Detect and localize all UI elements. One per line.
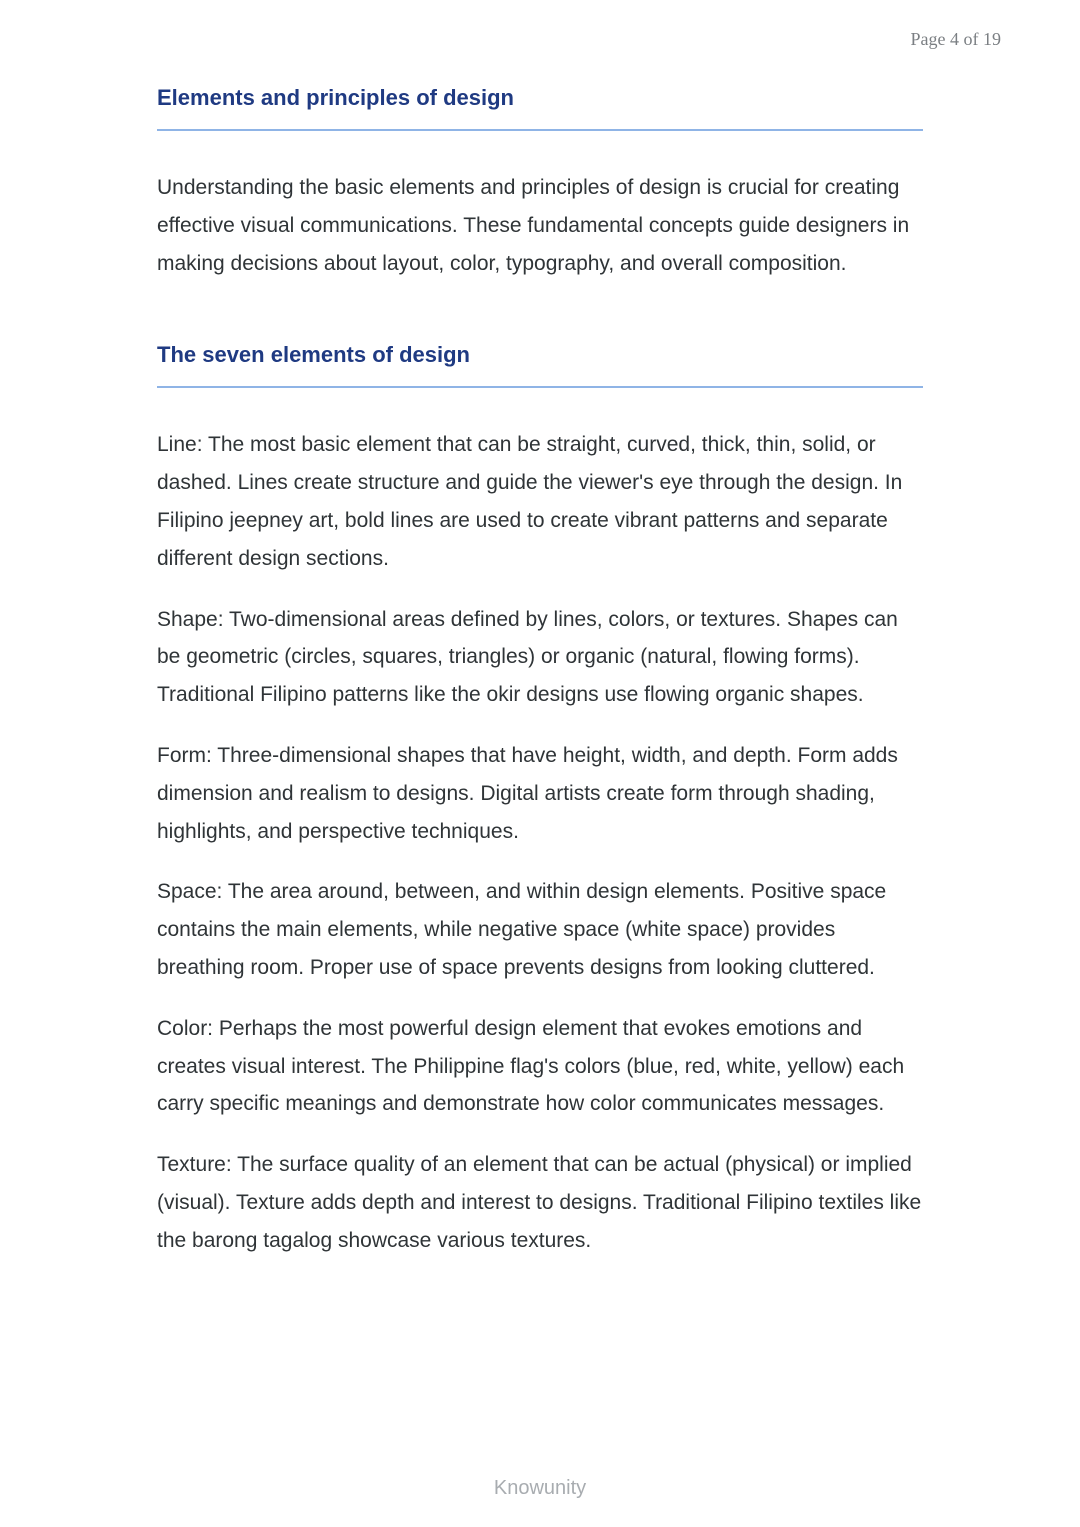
intro-paragraph: Understanding the basic elements and principles of design is crucial for creating effective visual communications. These fundamental concepts guide designers in making decisions about layout, color, typography, and overall composition.	[157, 176, 910, 275]
document-body	[157, 80, 923, 1260]
element-line-paragraph: Line: The most basic element that can be straight, curved, thick, thin, solid, or dashed. Lines create structure and guide the viewer's eye through the design. In Filipino jeepney art, bold lines are used to create vibrant patterns and separate different design sections.	[157, 433, 903, 570]
footer-brand: Knowunity	[493, 1477, 587, 1499]
element-color-paragraph: Color: Perhaps the most powerful design element that evokes emotions and creates visual interest. The Philippine flag's colors (blue, red, white, yellow) each carry specific meanings and demonstrate how color communicates messages.	[157, 1016, 905, 1116]
page-number: Page 4 of 19	[910, 29, 1001, 49]
element-texture-paragraph: Texture: The surface quality of an element that can be actual (physical) or implied (visual). Texture adds depth and interest to designs. Traditional Filipino textiles like the barong tagalog showcase various textures.	[157, 1153, 922, 1252]
element-space-paragraph: Space: The area around, between, and within design elements. Positive space contains the main elements, while negative space (white space) provides breathing room. Proper use of space prevents designs from looking cluttered.	[157, 880, 887, 979]
element-shape-paragraph: Shape: Two-dimensional areas defined by lines, colors, or textures. Shapes can be geometric (circles, squares, triangles) or organic (natural, flowing forms). Traditional Filipino patterns like the okir designs use flowing organic shapes.	[157, 607, 898, 707]
section-heading-elements-principles: Elements and principles of design	[157, 80, 923, 131]
section-heading-seven-elements: The seven elements of design	[157, 337, 923, 388]
element-form-paragraph: Form: Three-dimensional shapes that have height, width, and depth. Form adds dimension and realism to designs. Digital artists create form through shading, highlights, and perspective techniques.	[157, 743, 898, 843]
